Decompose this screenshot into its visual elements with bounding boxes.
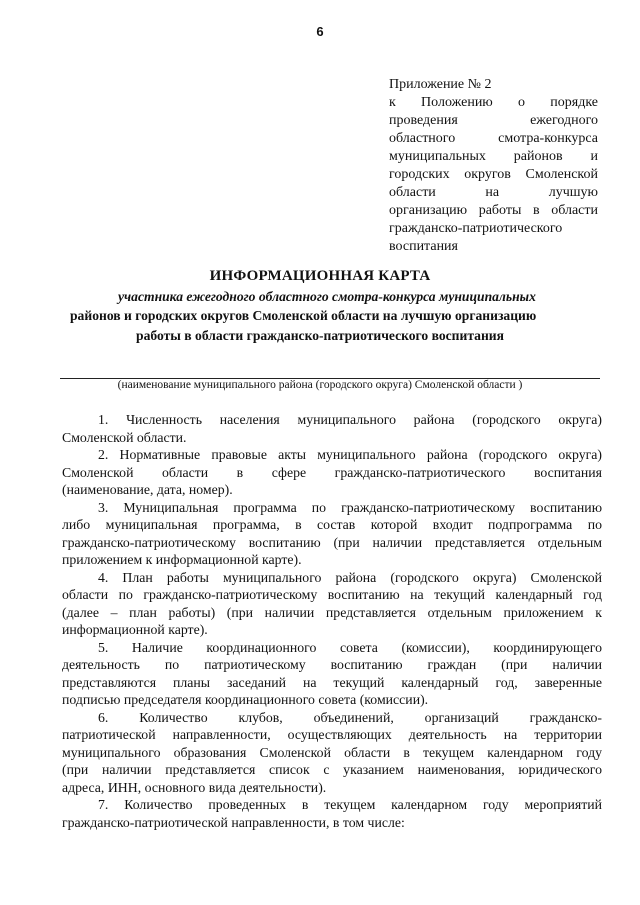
list-item-line: 5. Наличие координационного совета (комиссии), координирующего bbox=[98, 639, 602, 655]
appendix-line: проведения ежегодного bbox=[389, 113, 598, 128]
appendix-line: гражданско-патриотического bbox=[389, 221, 563, 236]
list-item-line: области по гражданско-патриотическому воспитанию на текущий календарный год bbox=[62, 587, 602, 602]
list-item-line: Смоленской области. bbox=[62, 429, 187, 445]
appendix-block bbox=[389, 76, 598, 256]
appendix-line: городских округов Смоленской bbox=[389, 167, 598, 182]
appendix-line: областного смотра-конкурса bbox=[389, 131, 598, 146]
list-item-line: деятельность по патриотическому воспитанию граждан (при наличии bbox=[62, 657, 602, 672]
list-item bbox=[62, 639, 602, 709]
list-item bbox=[62, 411, 602, 446]
document-title: ИНФОРМАЦИОННАЯ КАРТА bbox=[209, 268, 431, 284]
list-item bbox=[62, 499, 602, 569]
list-item-line: 6. Количество клубов, объединений, организаций гражданско- bbox=[98, 709, 602, 725]
numbered-list bbox=[62, 411, 602, 831]
appendix-line: воспитания bbox=[389, 239, 458, 254]
page-number: 6 bbox=[316, 24, 324, 39]
list-item-line: гражданско-патриотической направленности, в том числе: bbox=[62, 814, 405, 830]
list-item bbox=[62, 446, 602, 499]
list-item-line: 2. Нормативные правовые акты муниципального района (городского округа) bbox=[98, 447, 602, 462]
fill-in-caption: (наименование муниципального района (городского округа) Смоленской области ) bbox=[117, 379, 523, 391]
list-item-line: подписью председателя координационного совета (комиссии). bbox=[62, 692, 429, 707]
document-subtitle: работы в области гражданско-патриотического воспитания bbox=[136, 328, 504, 343]
list-item-line: (при наличии представляется список с указанием наименования, юридического bbox=[62, 762, 602, 777]
list-item bbox=[62, 796, 602, 831]
list-item-line: патриотической направленности, осуществляющих деятельность на территории bbox=[62, 727, 602, 742]
list-item-line: (наименование, дата, номер). bbox=[62, 482, 233, 497]
document-subtitle: участника ежегодного областного смотра-конкурса муниципальных bbox=[118, 289, 536, 304]
appendix-line: области на лучшую bbox=[389, 185, 598, 200]
list-item-line: либо муниципальная программа, в состав которой входит подпрограмма по bbox=[62, 517, 602, 532]
document-subtitle: районов и городских округов Смоленской области на лучшую организацию bbox=[70, 308, 537, 323]
list-item-line: 4. План работы муниципального района (городского округа) Смоленской bbox=[98, 569, 602, 585]
appendix-line: муниципальных районов и bbox=[389, 149, 598, 164]
appendix-line: к Положению о порядке bbox=[389, 95, 598, 110]
appendix-line: Приложение № 2 bbox=[389, 77, 492, 92]
list-item-line: адреса, ИНН, основного вида деятельности). bbox=[62, 779, 327, 795]
list-item bbox=[62, 569, 602, 639]
list-item-line: 3. Муниципальная программа по гражданско-патриотическому воспитанию bbox=[98, 499, 602, 515]
list-item-line: гражданско-патриотическому воспитанию (при наличии представляется отдельным bbox=[62, 534, 602, 550]
list-item-line: 1. Численность населения муниципального района (городского округа) bbox=[98, 412, 602, 427]
list-item-line: 7. Количество проведенных в текущем календарном году мероприятий bbox=[98, 797, 602, 812]
appendix-line: организацию работы в области bbox=[389, 203, 598, 218]
list-item-line: Смоленской области в сфере гражданско-патриотического воспитания bbox=[62, 464, 602, 480]
list-item-line: представляются планы заседаний на текущий календарный год, заверенные bbox=[62, 674, 602, 690]
list-item-line: муниципального образования Смоленской области в текущем календарном году bbox=[62, 744, 602, 760]
list-item bbox=[62, 709, 602, 797]
list-item-line: (далее – план работы) (при наличии представляется отдельным приложением к bbox=[62, 604, 602, 620]
list-item-line: информационной карте). bbox=[62, 622, 208, 637]
list-item-line: приложением к информационной карте). bbox=[62, 552, 302, 567]
